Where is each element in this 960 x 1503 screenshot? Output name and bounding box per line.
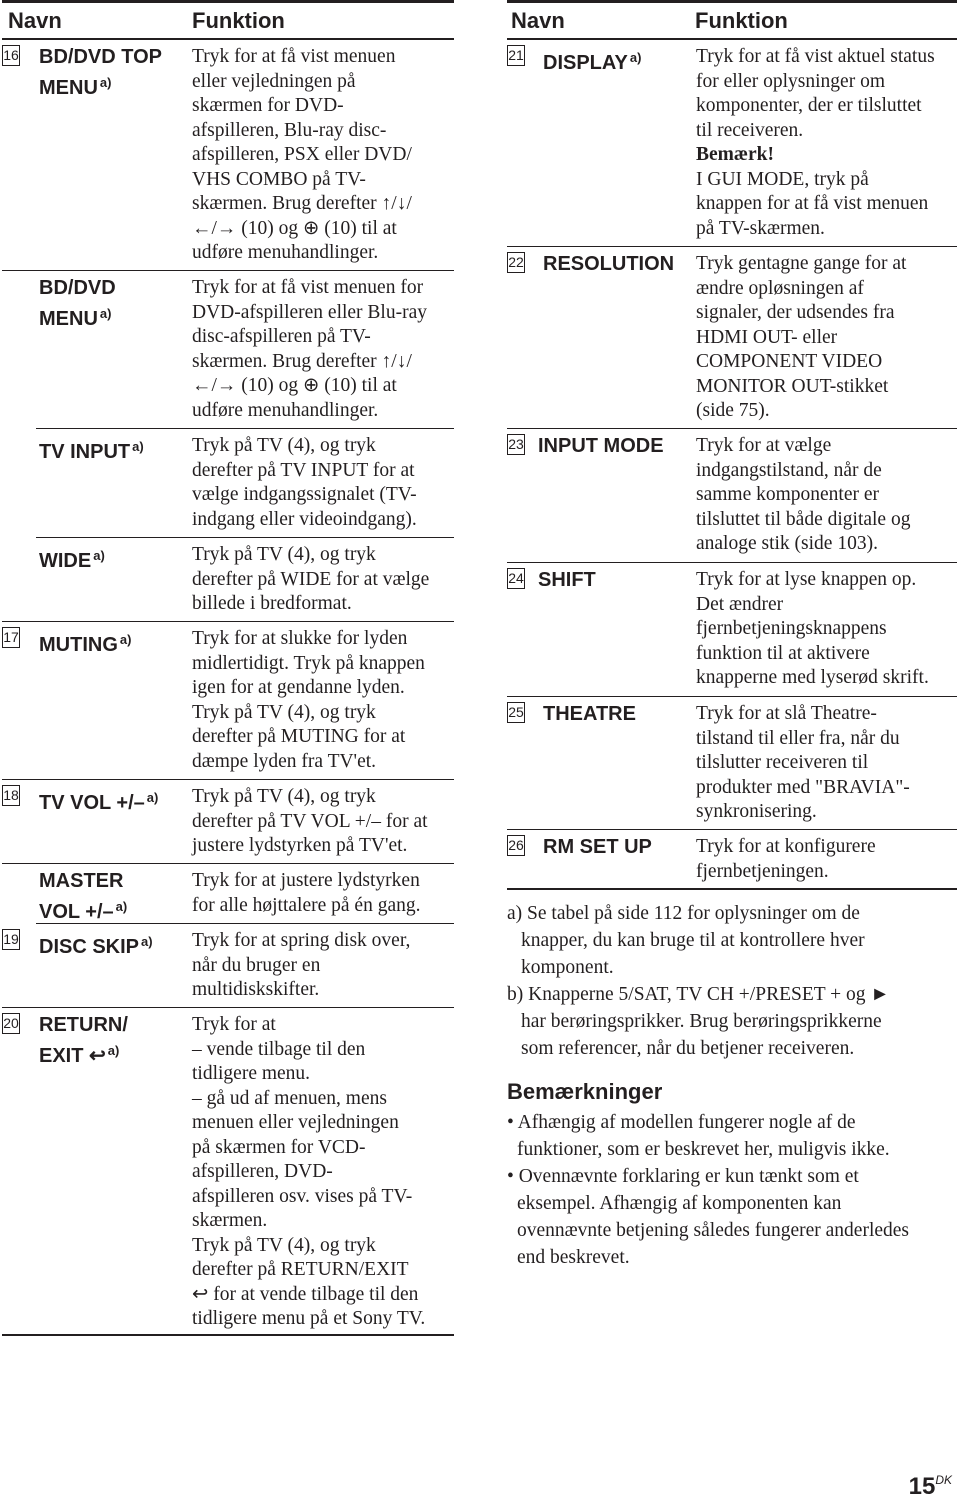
page-number: $15^{DK}$ bbox=[908, 1473, 952, 1500]
table-header bbox=[2, 0, 454, 40]
header-function: Funktion bbox=[192, 8, 285, 33]
item-number: 23 bbox=[507, 434, 525, 455]
footnotes bbox=[507, 900, 952, 1062]
item-number: 17 bbox=[2, 627, 20, 648]
item-number: 20 bbox=[2, 1013, 20, 1034]
button-name: TV VOL +/– $^{a)}$ bbox=[39, 790, 159, 814]
function-text: Tryk for at konfigurere fjernbetjeningen. bbox=[696, 836, 876, 882]
table-row bbox=[2, 1008, 454, 1336]
button-name: INPUT MODE bbox=[538, 435, 664, 457]
function-text: Tryk for at få vist aktuel status for eller oplysninger om komponenter, der er tilsluttet til receiveren. Bemærk! I GUI MODE, tryk på knappen for at få vist menuen på TV-skærmen. bbox=[696, 45, 935, 241]
function-text: Tryk på TV (4), og tryk derefter på WIDE for at vælge billede i bredformat. bbox=[192, 544, 430, 614]
note-text: I GUI MODE, tryk på knappen for at få vist menuen på TV-skærmen. bbox=[696, 168, 929, 239]
note-title: Bemærk! bbox=[696, 144, 774, 165]
function-text: Tryk for at justere lydstyrken for alle højttalere på én gang. bbox=[192, 870, 421, 916]
table-row bbox=[507, 830, 957, 890]
button-name: MASTER VOL +/– $^{a)}$ bbox=[39, 870, 128, 923]
table-row bbox=[36, 864, 454, 924]
button-name: RETURN/ EXIT ↩ $^{a)}$ bbox=[39, 1014, 128, 1067]
table-row bbox=[2, 780, 454, 864]
function-text: Tryk gentagne gange for at ændre opløsningen af signaler, der udsendes fra HDMI OUT- eller COMPONENT VIDEO MONITOR OUT-stikket (side 75). bbox=[696, 253, 907, 421]
button-name: THEATRE bbox=[543, 703, 636, 725]
item-number: 21 bbox=[507, 45, 525, 66]
item-number: 25 bbox=[507, 702, 525, 723]
button-name: RESOLUTION bbox=[543, 253, 675, 275]
table-row bbox=[507, 247, 957, 429]
footnote-a: a) Se tabel på side 112 for oplysninger om de knapper, du kan bruge til at kontrollere hver komponent. bbox=[507, 903, 865, 978]
list-item: • Ovennævnte forklaring er kun tænkt som et eksempel. Afhængig af komponenten kan ovennævnte betjening således fungerer anderledes end beskrevet. bbox=[507, 1166, 910, 1268]
function-text: Tryk for at slukke for lyden midlertidigt. Tryk på knappen igen for at gendanne lyden. Tryk på TV (4), og tryk derefter på MUTING for at dæmpe lyden fra TV'et. bbox=[192, 628, 425, 772]
button-name: TV INPUT $^{a)}$ bbox=[39, 439, 144, 463]
left-table bbox=[2, 0, 454, 1336]
list-item: • Afhængig af modellen fungerer nogle af de funktioner, som er beskrevet her, muligvis ikke. bbox=[507, 1112, 890, 1160]
table-row bbox=[507, 40, 957, 247]
button-name: BD/DVD TOP MENU $^{a)}$ bbox=[39, 46, 162, 99]
item-number: 19 bbox=[2, 929, 20, 950]
table-row bbox=[36, 429, 454, 538]
table-row bbox=[2, 622, 454, 780]
function-text: Tryk for at lyse knappen op. Det ændrer fjernbetjeningsknappens funktion til at aktivere knapperne med lyserød skrift. bbox=[696, 569, 929, 688]
button-name: RM SET UP bbox=[543, 836, 652, 858]
remarks-title: Bemærkninger bbox=[507, 1079, 663, 1104]
table-row bbox=[507, 563, 957, 697]
button-name: MUTING $^{a)}$ bbox=[39, 632, 132, 656]
remarks-list bbox=[507, 1109, 952, 1271]
button-name: BD/DVD MENU $^{a)}$ bbox=[39, 277, 116, 330]
table-row bbox=[507, 697, 957, 830]
footnote-b: b) Knapperne 5/SAT, TV CH +/PRESET + og ► har berøringsprikker. Brug berøringsprikkerne som referencer, når du betjener receiveren. bbox=[507, 984, 890, 1059]
button-name: DISC SKIP $^{a)}$ bbox=[39, 934, 153, 958]
table-header bbox=[507, 0, 957, 40]
function-text: Tryk for at – vende tilbage til den tidligere menu. – gå ud af menuen, mens menuen eller vejledningen på skærmen for VCD- afspilleren, DVD- afspilleren osv. vises på TV- skærmen. Tryk på TV (4), og tryk derefter på RETURN/EXIT ↩ for at vende tilbage til den tidligere menu på et Sony TV. bbox=[192, 1014, 426, 1329]
function-text: Tryk på TV (4), og tryk derefter på TV VOL +/– for at justere lydstyrken på TV'et. bbox=[192, 786, 428, 856]
item-number: 26 bbox=[507, 835, 525, 856]
header-name: Navn bbox=[511, 8, 565, 33]
item-number: 16 bbox=[2, 45, 20, 66]
item-number: 18 bbox=[2, 785, 20, 806]
function-text: Tryk for at få vist menuen for DVD-afspilleren eller Blu-ray disc-afspilleren på TV- skærmen. Brug derefter ↑/↓/ ←/→ (10) og ⊕ (10) til at udføre menuhandlinger. bbox=[192, 277, 427, 421]
table-row bbox=[2, 40, 454, 271]
item-number: 22 bbox=[507, 252, 525, 273]
header-name: Navn bbox=[8, 8, 62, 33]
function-text: Tryk for at få vist menuen eller vejledningen på skærmen for DVD- afspilleren, Blu-ray disc- afspilleren, PSX eller DVD/ VHS COMBO på TV- skærmen. Brug derefter ↑/↓/ ←/→ (10) og ⊕ (10) til at udføre menuhandlinger. bbox=[192, 46, 412, 263]
header-function: Funktion bbox=[695, 8, 788, 33]
table-row bbox=[36, 271, 454, 429]
function-text: Tryk for at spring disk over, når du bruger en multidiskskifter. bbox=[192, 930, 411, 1000]
function-text: Tryk på TV (4), og tryk derefter på TV INPUT for at vælge indgangssignalet (TV- indgang eller videoindgang). bbox=[192, 435, 417, 530]
right-table bbox=[507, 0, 957, 890]
button-name: SHIFT bbox=[538, 569, 596, 591]
button-name: DISPLAY $^{a)}$ bbox=[543, 50, 642, 74]
table-row bbox=[507, 429, 957, 563]
table-row bbox=[2, 924, 454, 1008]
function-text: Tryk for at slå Theatre- tilstand til eller fra, når du tilslutter receiveren til produkter med "BRAVIA"- synkronisering. bbox=[696, 703, 910, 822]
function-text: Tryk for at vælge indgangstilstand, når de samme komponenter er tilsluttet til både digitale og analoge stik (side 103). bbox=[696, 435, 911, 554]
item-number: 24 bbox=[507, 568, 525, 589]
button-name: WIDE $^{a)}$ bbox=[39, 548, 105, 572]
table-row bbox=[2, 538, 454, 622]
